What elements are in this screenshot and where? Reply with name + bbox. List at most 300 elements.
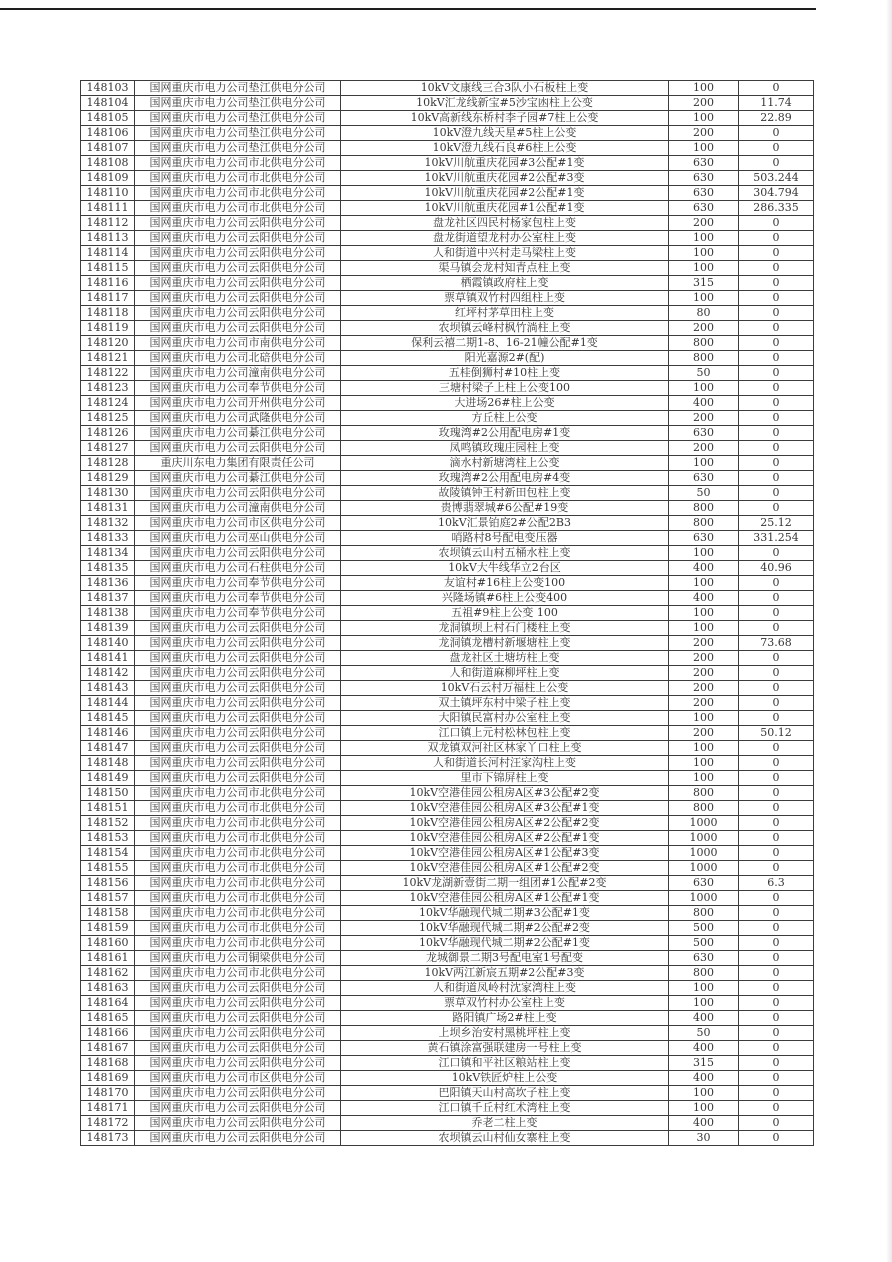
cell-capacity-value: 800	[669, 501, 739, 516]
cell-reading-value: 0	[739, 321, 814, 336]
cell-company-name: 国网重庆市电力公司市北供电分公司	[135, 816, 341, 831]
cell-reading-value: 0	[739, 306, 814, 321]
table-row	[81, 1071, 814, 1086]
cell-record-id: 148153	[81, 831, 135, 846]
cell-station-name: 10kV大牛线华立2台区	[341, 561, 669, 576]
cell-capacity-value: 200	[669, 681, 739, 696]
cell-company-name: 国网重庆市电力公司武隆供电分公司	[135, 411, 341, 426]
cell-station-name: 大进场26#柱上公变	[341, 396, 669, 411]
cell-record-id: 148122	[81, 366, 135, 381]
cell-record-id: 148163	[81, 981, 135, 996]
table-row	[81, 1026, 814, 1041]
cell-capacity-value: 200	[669, 696, 739, 711]
cell-record-id: 148146	[81, 726, 135, 741]
cell-capacity-value: 1000	[669, 861, 739, 876]
cell-reading-value: 0	[739, 456, 814, 471]
cell-capacity-value: 100	[669, 996, 739, 1011]
cell-company-name: 国网重庆市电力公司市北供电分公司	[135, 156, 341, 171]
cell-reading-value: 0	[739, 741, 814, 756]
cell-station-name: 哨路村8号配电变压器	[341, 531, 669, 546]
cell-company-name: 国网重庆市电力公司云阳供电分公司	[135, 1056, 341, 1071]
table-row	[81, 606, 814, 621]
cell-record-id: 148119	[81, 321, 135, 336]
cell-company-name: 国网重庆市电力公司云阳供电分公司	[135, 246, 341, 261]
cell-capacity-value: 400	[669, 561, 739, 576]
cell-company-name: 国网重庆市电力公司市北供电分公司	[135, 186, 341, 201]
cell-reading-value: 0	[739, 651, 814, 666]
table-row	[81, 441, 814, 456]
table-row	[81, 96, 814, 111]
table-row	[81, 636, 814, 651]
cell-station-name: 票草镇双竹村四组柱上变	[341, 291, 669, 306]
cell-company-name: 国网重庆市电力公司云阳供电分公司	[135, 1026, 341, 1041]
cell-reading-value: 0	[739, 471, 814, 486]
cell-capacity-value: 200	[669, 666, 739, 681]
cell-company-name: 国网重庆市电力公司云阳供电分公司	[135, 756, 341, 771]
cell-record-id: 148126	[81, 426, 135, 441]
cell-record-id: 148134	[81, 546, 135, 561]
cell-capacity-value: 630	[669, 201, 739, 216]
table-row	[81, 471, 814, 486]
cell-capacity-value: 400	[669, 591, 739, 606]
cell-capacity-value: 100	[669, 261, 739, 276]
transformer-records-table	[80, 80, 814, 1146]
cell-record-id: 148165	[81, 1011, 135, 1026]
cell-capacity-value: 200	[669, 441, 739, 456]
cell-capacity-value: 630	[669, 171, 739, 186]
table-row	[81, 456, 814, 471]
cell-company-name: 国网重庆市电力公司云阳供电分公司	[135, 486, 341, 501]
cell-reading-value: 73.68	[739, 636, 814, 651]
cell-reading-value: 0	[739, 1071, 814, 1086]
table-row	[81, 381, 814, 396]
cell-station-name: 10kV空港佳园公租房A区#2公配#2变	[341, 816, 669, 831]
table-row	[81, 801, 814, 816]
cell-station-name: 阳光嘉源2#(配)	[341, 351, 669, 366]
cell-company-name: 国网重庆市电力公司市北供电分公司	[135, 876, 341, 891]
cell-reading-value: 0	[739, 681, 814, 696]
cell-reading-value: 0	[739, 906, 814, 921]
cell-station-name: 友谊村#16柱上公变100	[341, 576, 669, 591]
cell-company-name: 国网重庆市电力公司市北供电分公司	[135, 201, 341, 216]
cell-capacity-value: 800	[669, 786, 739, 801]
cell-company-name: 国网重庆市电力公司垫江供电分公司	[135, 126, 341, 141]
cell-capacity-value: 200	[669, 96, 739, 111]
cell-capacity-value: 100	[669, 1101, 739, 1116]
cell-company-name: 国网重庆市电力公司云阳供电分公司	[135, 681, 341, 696]
cell-capacity-value: 100	[669, 711, 739, 726]
cell-record-id: 148130	[81, 486, 135, 501]
cell-company-name: 国网重庆市电力公司云阳供电分公司	[135, 216, 341, 231]
table-row	[81, 186, 814, 201]
cell-company-name: 国网重庆市电力公司云阳供电分公司	[135, 1086, 341, 1101]
table-row	[81, 366, 814, 381]
cell-capacity-value: 500	[669, 921, 739, 936]
cell-capacity-value: 800	[669, 351, 739, 366]
cell-reading-value: 0	[739, 366, 814, 381]
cell-record-id: 148170	[81, 1086, 135, 1101]
cell-capacity-value: 315	[669, 276, 739, 291]
table-row	[81, 486, 814, 501]
cell-reading-value: 0	[739, 591, 814, 606]
cell-company-name: 国网重庆市电力公司北碚供电分公司	[135, 351, 341, 366]
cell-capacity-value: 100	[669, 771, 739, 786]
cell-station-name: 农坝镇云山村仙女寨柱上变	[341, 1131, 669, 1146]
table-row	[81, 351, 814, 366]
cell-company-name: 国网重庆市电力公司市北供电分公司	[135, 936, 341, 951]
cell-station-name: 双龙镇双河社区林家丫口柱上变	[341, 741, 669, 756]
cell-record-id: 148158	[81, 906, 135, 921]
cell-reading-value: 0	[739, 816, 814, 831]
cell-reading-value: 0	[739, 1011, 814, 1026]
cell-reading-value: 0	[739, 1041, 814, 1056]
cell-record-id: 148148	[81, 756, 135, 771]
cell-reading-value: 0	[739, 246, 814, 261]
cell-company-name: 国网重庆市电力公司市北供电分公司	[135, 786, 341, 801]
cell-record-id: 148143	[81, 681, 135, 696]
table-row	[81, 711, 814, 726]
cell-record-id: 148157	[81, 891, 135, 906]
cell-capacity-value: 200	[669, 651, 739, 666]
cell-company-name: 国网重庆市电力公司市北供电分公司	[135, 801, 341, 816]
cell-station-name: 路阳镇广场2#柱上变	[341, 1011, 669, 1026]
cell-station-name: 人和街道长河村汪家沟柱上变	[341, 756, 669, 771]
table-row	[81, 81, 814, 96]
cell-capacity-value: 100	[669, 576, 739, 591]
table-row	[81, 516, 814, 531]
cell-record-id: 148139	[81, 621, 135, 636]
cell-capacity-value: 50	[669, 486, 739, 501]
table-row	[81, 531, 814, 546]
cell-company-name: 国网重庆市电力公司云阳供电分公司	[135, 1101, 341, 1116]
cell-record-id: 148132	[81, 516, 135, 531]
cell-reading-value: 0	[739, 336, 814, 351]
cell-capacity-value: 100	[669, 81, 739, 96]
cell-station-name: 10kV川航重庆花园#2公配#1变	[341, 186, 669, 201]
cell-company-name: 国网重庆市电力公司奉节供电分公司	[135, 381, 341, 396]
cell-reading-value: 0	[739, 1101, 814, 1116]
cell-reading-value: 6.3	[739, 876, 814, 891]
cell-reading-value: 0	[739, 771, 814, 786]
cell-station-name: 人和街道中兴村走马梁柱上变	[341, 246, 669, 261]
cell-capacity-value: 400	[669, 1041, 739, 1056]
table-row	[81, 876, 814, 891]
cell-capacity-value: 800	[669, 906, 739, 921]
cell-reading-value: 0	[739, 606, 814, 621]
cell-record-id: 148112	[81, 216, 135, 231]
cell-reading-value: 0	[739, 141, 814, 156]
cell-record-id: 148108	[81, 156, 135, 171]
cell-reading-value: 0	[739, 951, 814, 966]
cell-reading-value: 0	[739, 426, 814, 441]
cell-reading-value: 0	[739, 381, 814, 396]
cell-capacity-value: 400	[669, 396, 739, 411]
cell-record-id: 148117	[81, 291, 135, 306]
cell-reading-value: 0	[739, 861, 814, 876]
cell-company-name: 国网重庆市电力公司市区供电分公司	[135, 1071, 341, 1086]
table-row	[81, 666, 814, 681]
cell-company-name: 国网重庆市电力公司市北供电分公司	[135, 861, 341, 876]
cell-station-name: 盘龙街道望龙村办公室柱上变	[341, 231, 669, 246]
table-row	[81, 321, 814, 336]
cell-station-name: 10kV石云村万福柱上公变	[341, 681, 669, 696]
cell-station-name: 票草双竹村办公室柱上变	[341, 996, 669, 1011]
cell-station-name: 保利云禧二期1-8、16-21幢公配#1变	[341, 336, 669, 351]
table-row	[81, 426, 814, 441]
cell-record-id: 148120	[81, 336, 135, 351]
cell-capacity-value: 100	[669, 741, 739, 756]
cell-company-name: 国网重庆市电力公司市北供电分公司	[135, 966, 341, 981]
cell-record-id: 148145	[81, 711, 135, 726]
cell-record-id: 148113	[81, 231, 135, 246]
cell-station-name: 10kV华融现代城二期#2公配#1变	[341, 936, 669, 951]
cell-record-id: 148144	[81, 696, 135, 711]
cell-reading-value: 22.89	[739, 111, 814, 126]
cell-capacity-value: 800	[669, 516, 739, 531]
cell-record-id: 148166	[81, 1026, 135, 1041]
cell-record-id: 148156	[81, 876, 135, 891]
cell-company-name: 国网重庆市电力公司云阳供电分公司	[135, 666, 341, 681]
cell-company-name: 国网重庆市电力公司云阳供电分公司	[135, 276, 341, 291]
cell-capacity-value: 315	[669, 1056, 739, 1071]
cell-capacity-value: 80	[669, 306, 739, 321]
cell-record-id: 148104	[81, 96, 135, 111]
cell-company-name: 国网重庆市电力公司市北供电分公司	[135, 831, 341, 846]
cell-station-name: 三塘村梁子上柱上公变100	[341, 381, 669, 396]
cell-record-id: 148162	[81, 966, 135, 981]
cell-capacity-value: 1000	[669, 831, 739, 846]
cell-reading-value: 0	[739, 801, 814, 816]
table-row	[81, 336, 814, 351]
table-row	[81, 1011, 814, 1026]
cell-company-name: 国网重庆市电力公司市北供电分公司	[135, 906, 341, 921]
cell-company-name: 国网重庆市电力公司綦江供电分公司	[135, 471, 341, 486]
cell-company-name: 国网重庆市电力公司潼南供电分公司	[135, 366, 341, 381]
cell-reading-value: 0	[739, 756, 814, 771]
cell-record-id: 148136	[81, 576, 135, 591]
cell-record-id: 148125	[81, 411, 135, 426]
cell-company-name: 国网重庆市电力公司市北供电分公司	[135, 846, 341, 861]
cell-record-id: 148128	[81, 456, 135, 471]
cell-record-id: 148103	[81, 81, 135, 96]
cell-record-id: 148140	[81, 636, 135, 651]
table-row	[81, 621, 814, 636]
cell-company-name: 国网重庆市电力公司云阳供电分公司	[135, 1011, 341, 1026]
cell-record-id: 148111	[81, 201, 135, 216]
cell-capacity-value: 100	[669, 456, 739, 471]
cell-company-name: 国网重庆市电力公司云阳供电分公司	[135, 441, 341, 456]
cell-record-id: 148109	[81, 171, 135, 186]
cell-reading-value: 0	[739, 1116, 814, 1131]
cell-record-id: 148168	[81, 1056, 135, 1071]
cell-reading-value: 0	[739, 261, 814, 276]
cell-record-id: 148118	[81, 306, 135, 321]
cell-capacity-value: 100	[669, 606, 739, 621]
cell-reading-value: 0	[739, 156, 814, 171]
cell-capacity-value: 200	[669, 321, 739, 336]
table-row	[81, 861, 814, 876]
cell-station-name: 故陵镇钟王村新田包柱上变	[341, 486, 669, 501]
cell-company-name: 国网重庆市电力公司市北供电分公司	[135, 171, 341, 186]
cell-reading-value: 0	[739, 831, 814, 846]
cell-station-name: 10kV铁匠炉柱上公变	[341, 1071, 669, 1086]
cell-reading-value: 0	[739, 351, 814, 366]
cell-company-name: 国网重庆市电力公司云阳供电分公司	[135, 636, 341, 651]
cell-reading-value: 0	[739, 936, 814, 951]
cell-company-name: 国网重庆市电力公司奉节供电分公司	[135, 576, 341, 591]
right-edge-shadow	[886, 0, 892, 1262]
cell-record-id: 148129	[81, 471, 135, 486]
cell-record-id: 148107	[81, 141, 135, 156]
cell-reading-value: 0	[739, 486, 814, 501]
cell-station-name: 龙洞镇龙槽村新堰塘柱上变	[341, 636, 669, 651]
cell-record-id: 148116	[81, 276, 135, 291]
cell-capacity-value: 30	[669, 1131, 739, 1146]
cell-station-name: 10kV空港佳园公租房A区#1公配#2变	[341, 861, 669, 876]
table-row	[81, 951, 814, 966]
cell-station-name: 玫瑰湾#2公用配电房#1变	[341, 426, 669, 441]
cell-station-name: 方丘柱上公变	[341, 411, 669, 426]
cell-capacity-value: 800	[669, 336, 739, 351]
cell-company-name: 国网重庆市电力公司市区供电分公司	[135, 516, 341, 531]
cell-company-name: 国网重庆市电力公司垫江供电分公司	[135, 111, 341, 126]
cell-reading-value: 0	[739, 291, 814, 306]
cell-company-name: 国网重庆市电力公司綦江供电分公司	[135, 426, 341, 441]
table-row	[81, 1116, 814, 1131]
cell-record-id: 148151	[81, 801, 135, 816]
cell-station-name: 凤鸣镇玫瑰庄园柱上变	[341, 441, 669, 456]
cell-reading-value: 0	[739, 1026, 814, 1041]
table-row	[81, 906, 814, 921]
cell-record-id: 148149	[81, 771, 135, 786]
table-row	[81, 651, 814, 666]
cell-record-id: 148135	[81, 561, 135, 576]
table-row	[81, 246, 814, 261]
cell-capacity-value: 1000	[669, 891, 739, 906]
table-row	[81, 396, 814, 411]
table-row	[81, 921, 814, 936]
cell-station-name: 10kV空港佳园公租房A区#2公配#1变	[341, 831, 669, 846]
cell-capacity-value: 200	[669, 216, 739, 231]
table-row	[81, 216, 814, 231]
cell-station-name: 大阳镇民富村办公室柱上变	[341, 711, 669, 726]
cell-company-name: 国网重庆市电力公司云阳供电分公司	[135, 306, 341, 321]
cell-capacity-value: 630	[669, 156, 739, 171]
cell-company-name: 国网重庆市电力公司云阳供电分公司	[135, 696, 341, 711]
table-row	[81, 741, 814, 756]
cell-station-name: 10kV川航重庆花园#3公配#1变	[341, 156, 669, 171]
cell-record-id: 148131	[81, 501, 135, 516]
cell-reading-value: 0	[739, 126, 814, 141]
cell-record-id: 148152	[81, 816, 135, 831]
cell-reading-value: 11.74	[739, 96, 814, 111]
cell-capacity-value: 400	[669, 1071, 739, 1086]
cell-company-name: 国网重庆市电力公司云阳供电分公司	[135, 981, 341, 996]
cell-company-name: 国网重庆市电力公司开州供电分公司	[135, 396, 341, 411]
table-row	[81, 546, 814, 561]
cell-station-name: 10kV空港佳园公租房A区#3公配#2变	[341, 786, 669, 801]
cell-company-name: 国网重庆市电力公司云阳供电分公司	[135, 651, 341, 666]
table-row	[81, 726, 814, 741]
cell-record-id: 148159	[81, 921, 135, 936]
cell-reading-value: 0	[739, 411, 814, 426]
cell-station-name: 10kV高新线东桥村李子园#7柱上公变	[341, 111, 669, 126]
cell-station-name: 10kV澄九线石良#6柱上公变	[341, 141, 669, 156]
table-row	[81, 126, 814, 141]
cell-station-name: 江口镇和平社区粮站柱上变	[341, 1056, 669, 1071]
cell-capacity-value: 1000	[669, 846, 739, 861]
cell-company-name: 国网重庆市电力公司云阳供电分公司	[135, 546, 341, 561]
cell-capacity-value: 630	[669, 426, 739, 441]
cell-company-name: 重庆川东电力集团有限责任公司	[135, 456, 341, 471]
cell-company-name: 国网重庆市电力公司垫江供电分公司	[135, 96, 341, 111]
cell-company-name: 国网重庆市电力公司市北供电分公司	[135, 921, 341, 936]
cell-capacity-value: 100	[669, 231, 739, 246]
cell-company-name: 国网重庆市电力公司云阳供电分公司	[135, 771, 341, 786]
cell-reading-value: 0	[739, 576, 814, 591]
cell-capacity-value: 100	[669, 546, 739, 561]
table-body	[81, 81, 814, 1146]
table-row	[81, 501, 814, 516]
cell-reading-value: 0	[739, 891, 814, 906]
cell-company-name: 国网重庆市电力公司云阳供电分公司	[135, 621, 341, 636]
cell-reading-value: 0	[739, 966, 814, 981]
cell-capacity-value: 100	[669, 291, 739, 306]
cell-station-name: 贵博翡翠城#6公配#19变	[341, 501, 669, 516]
cell-capacity-value: 200	[669, 411, 739, 426]
cell-station-name: 人和街道麻柳坪柱上变	[341, 666, 669, 681]
cell-reading-value: 50.12	[739, 726, 814, 741]
cell-station-name: 10kV川航重庆花园#1公配#1变	[341, 201, 669, 216]
table-row	[81, 306, 814, 321]
cell-record-id: 148147	[81, 741, 135, 756]
cell-station-name: 江口镇上元村松林包柱上变	[341, 726, 669, 741]
cell-station-name: 10kV龙湖新壹街二期一组团#1公配#2变	[341, 876, 669, 891]
cell-capacity-value: 100	[669, 1086, 739, 1101]
cell-company-name: 国网重庆市电力公司云阳供电分公司	[135, 996, 341, 1011]
cell-reading-value: 0	[739, 981, 814, 996]
cell-capacity-value: 400	[669, 1011, 739, 1026]
table-row	[81, 936, 814, 951]
cell-record-id: 148173	[81, 1131, 135, 1146]
cell-capacity-value: 200	[669, 126, 739, 141]
cell-record-id: 148124	[81, 396, 135, 411]
cell-capacity-value: 100	[669, 381, 739, 396]
cell-record-id: 148138	[81, 606, 135, 621]
cell-station-name: 10kV华融现代城二期#3公配#1变	[341, 906, 669, 921]
cell-record-id: 148121	[81, 351, 135, 366]
table-row	[81, 981, 814, 996]
table-row	[81, 1086, 814, 1101]
cell-station-name: 上坝乡治安村黑桃坪柱上变	[341, 1026, 669, 1041]
cell-company-name: 国网重庆市电力公司石柱供电分公司	[135, 561, 341, 576]
cell-station-name: 农坝镇云峰村枫竹淌柱上变	[341, 321, 669, 336]
table-row	[81, 1101, 814, 1116]
table-row	[81, 1056, 814, 1071]
cell-record-id: 148110	[81, 186, 135, 201]
table-row	[81, 156, 814, 171]
cell-reading-value: 0	[739, 501, 814, 516]
cell-capacity-value: 800	[669, 801, 739, 816]
table-row	[81, 996, 814, 1011]
cell-station-name: 10kV空港佳园公租房A区#3公配#1变	[341, 801, 669, 816]
cell-capacity-value: 100	[669, 111, 739, 126]
table-row	[81, 591, 814, 606]
cell-station-name: 10kV文康线三合3队小石板柱上变	[341, 81, 669, 96]
cell-capacity-value: 200	[669, 636, 739, 651]
cell-capacity-value: 200	[669, 726, 739, 741]
cell-capacity-value: 800	[669, 966, 739, 981]
